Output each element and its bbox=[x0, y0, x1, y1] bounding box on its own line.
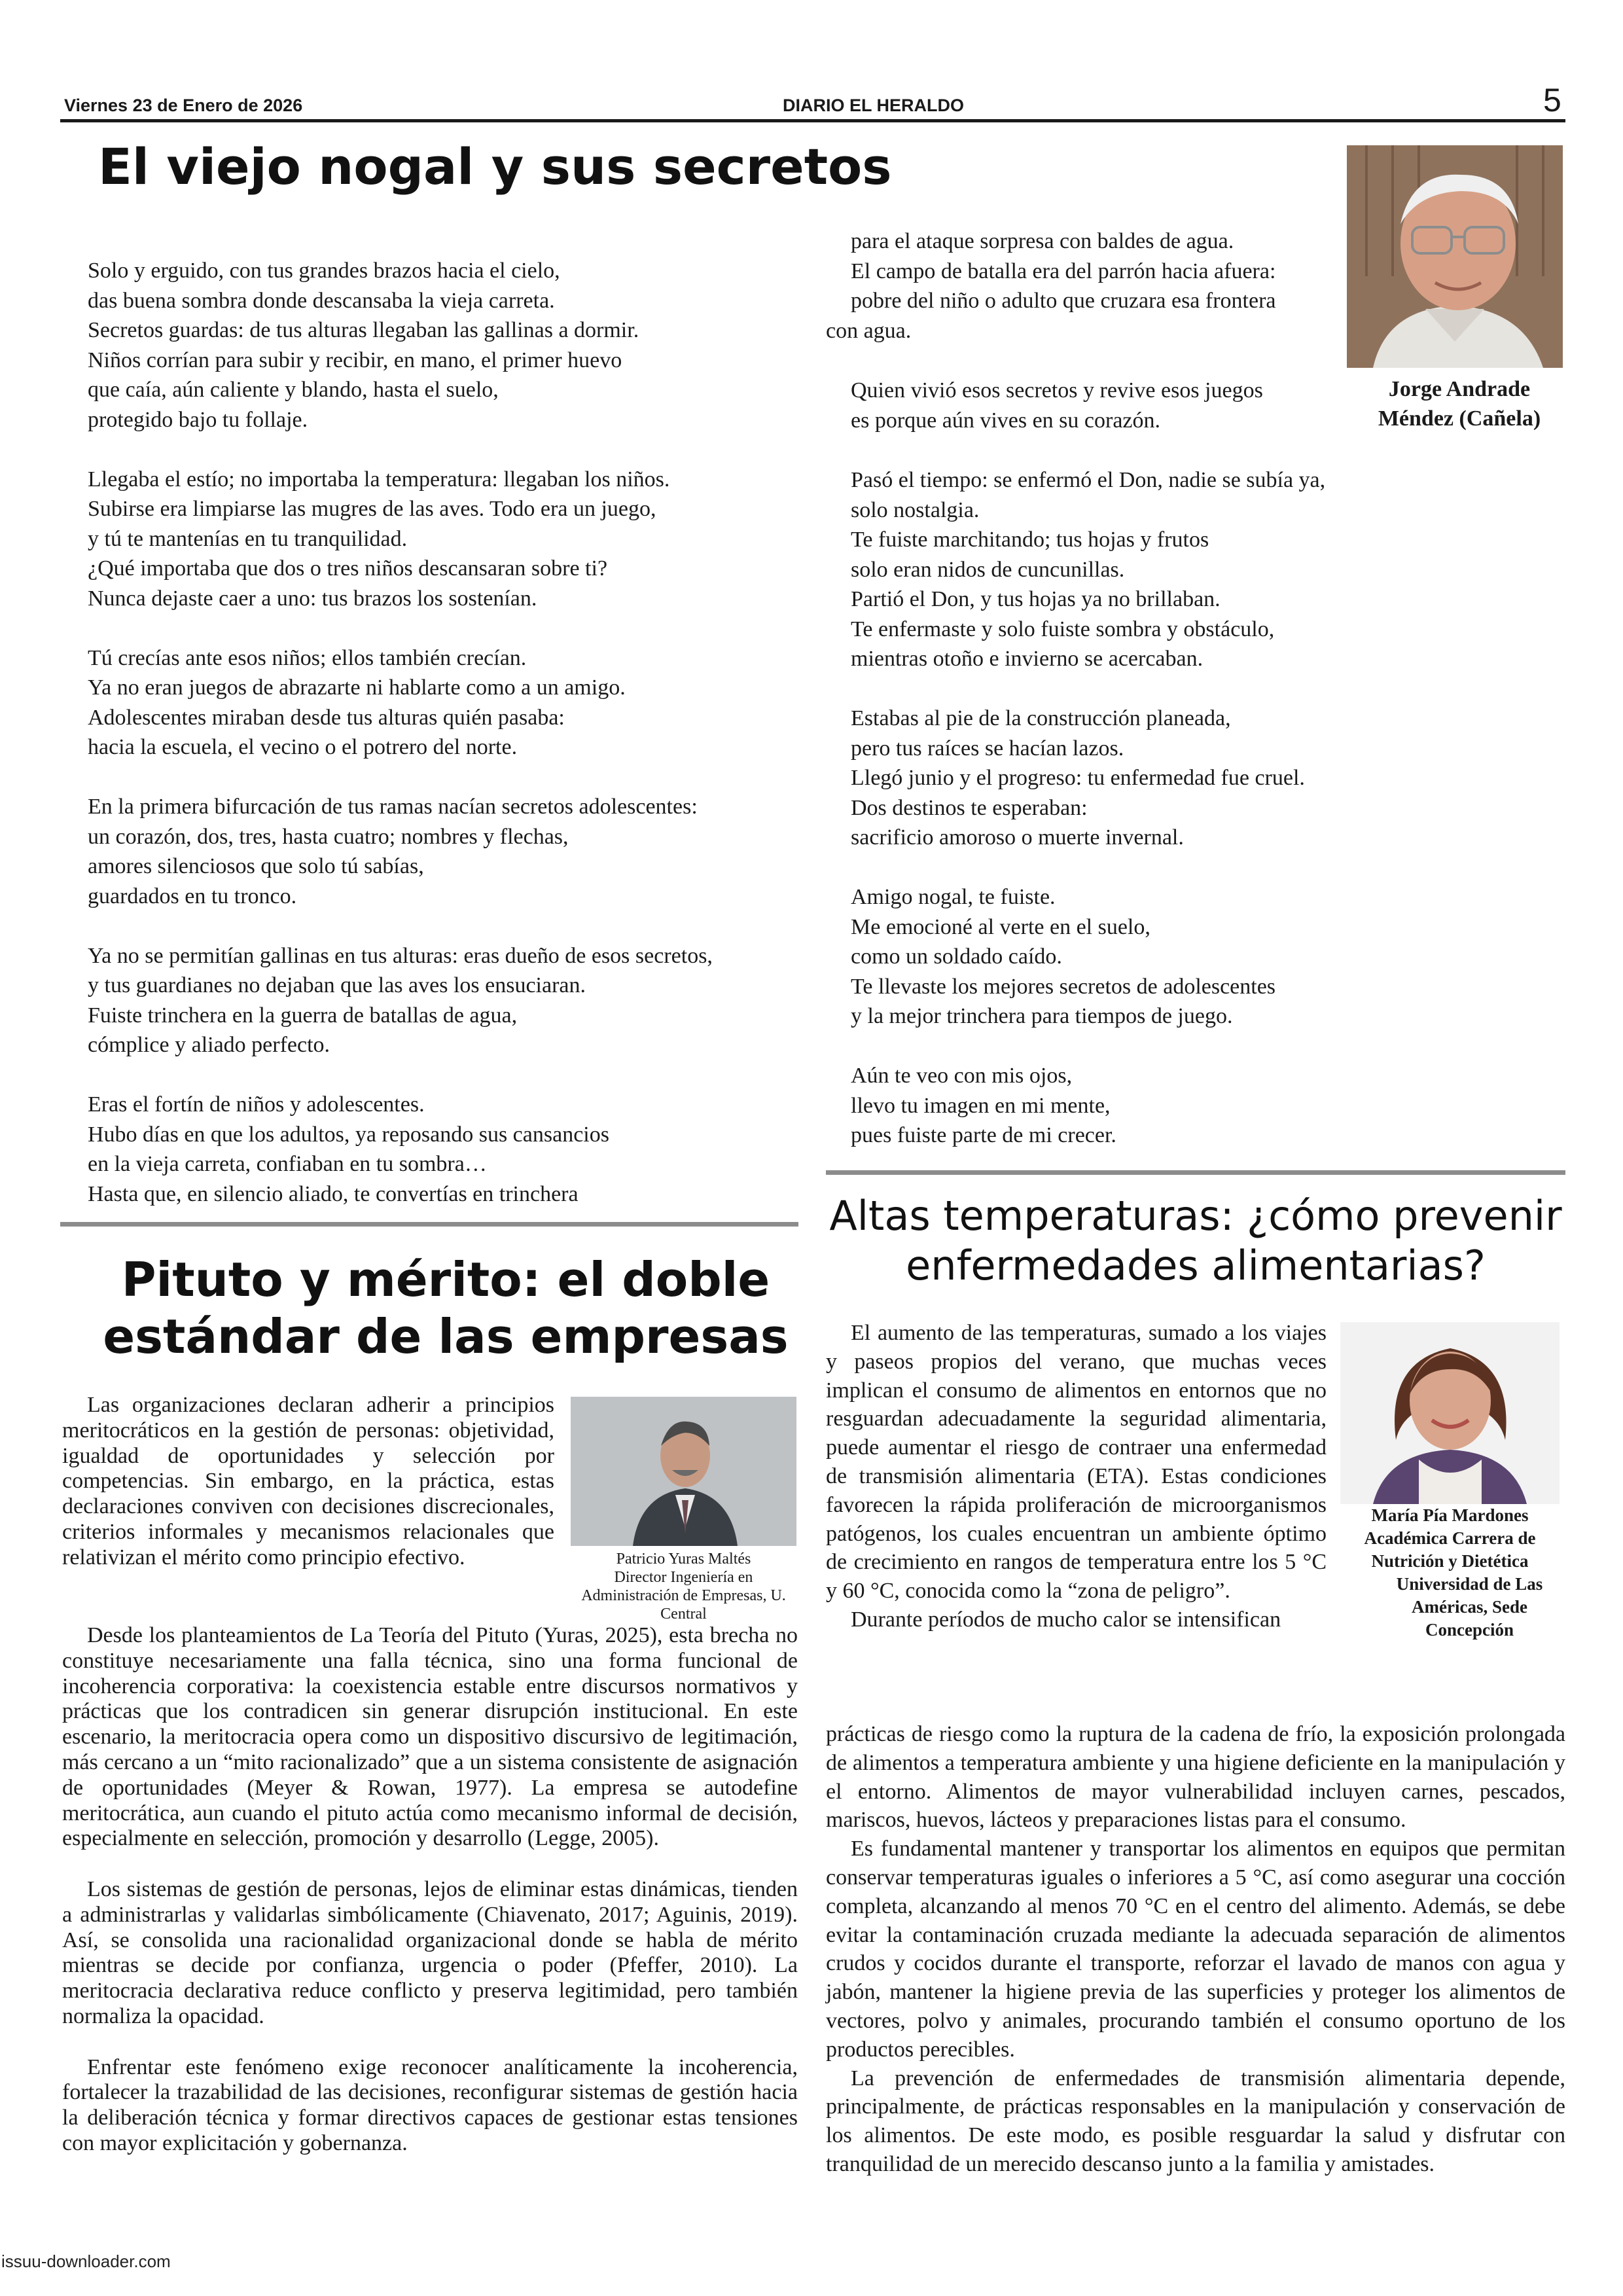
poem-line: Secretos guardas: de tus alturas llegaban las gallinas a dormir. bbox=[88, 318, 639, 342]
poem-line: amores silenciosos que solo tú sabías, bbox=[88, 854, 424, 878]
poem-line: Nunca dejaste caer a uno: tus brazos los sostenían. bbox=[88, 586, 537, 611]
newspaper-name: DIARIO EL HERALDO bbox=[783, 96, 965, 115]
poem-line: y la mejor trinchera para tiempos de juego. bbox=[851, 1004, 1233, 1028]
temp-caption-line: Américas, Sede bbox=[1412, 1597, 1527, 1617]
issue-date: Viernes 23 de Enero de 2026 bbox=[64, 96, 303, 115]
poem-author-line: Méndez (Cañela) bbox=[1378, 406, 1541, 431]
temp-paragraph: prácticas de riesgo como la ruptura de la cadena de frío, la exposición prolongada de alimentos a temperatura ambiente y una higiene deficiente en la manipulación y el entorno. Alimentos de mayor vulnerabilidad incluyen carnes, pescados, mariscos, huevos, lácteos y preparaciones listas para el consumo. bbox=[826, 1722, 1565, 1833]
poem-author-line: Jorge Andrade bbox=[1388, 377, 1531, 401]
pituto-paragraph: Enfrentar este fenómeno exige reconocer analíticamente la incoherencia, fortalecer la trazabilidad de las decisiones, reconfigurar sistemas de gestión hacia la deliberación técnica y formar directivos capaces de gestionar estas tensiones con mayor explicitación y gobernanza. bbox=[62, 2054, 798, 2155]
poem-line: un corazón, dos, tres, hasta cuatro; nombres y flechas, bbox=[88, 824, 569, 849]
pituto-title bbox=[60, 1251, 831, 1365]
poem-stanza bbox=[88, 941, 713, 1060]
poem-line: Dos destinos te esperaban: bbox=[851, 795, 1088, 820]
header-rule bbox=[60, 119, 1565, 122]
author-photo-image bbox=[571, 1397, 796, 1546]
pituto-caption bbox=[571, 1550, 796, 1623]
poem-stanza bbox=[88, 465, 713, 614]
poem-line: con agua. bbox=[826, 318, 912, 343]
poem-line: Adolescentes miraban desde tus alturas quién pasaba: bbox=[88, 705, 565, 730]
poem-line: sacrificio amoroso o muerte invernal. bbox=[851, 825, 1184, 850]
poem-line: hacia la escuela, el vecino o el potrero del norte. bbox=[88, 735, 518, 759]
poem-line: que caía, aún caliente y blando, hasta el suelo, bbox=[88, 378, 499, 402]
poem-line: Ya no eran juegos de abrazarte ni hablarte como a un amigo. bbox=[88, 675, 626, 700]
poem-line: para el ataque sorpresa con baldes de agua. bbox=[851, 229, 1234, 253]
temp-body bbox=[826, 1720, 1565, 2179]
poem-right-column bbox=[851, 465, 1325, 1151]
temp-caption-line: Universidad de Las bbox=[1396, 1574, 1543, 1594]
temp-title-line: enfermedades alimentarias? bbox=[906, 1242, 1486, 1289]
poem-stanza bbox=[851, 704, 1325, 853]
pituto-title-line: Pituto y mérito: el doble bbox=[121, 1252, 770, 1307]
poem-stanza bbox=[851, 882, 1325, 1031]
poem-line: es porque aún vives en su corazón. bbox=[851, 408, 1161, 433]
temp-intro bbox=[826, 1319, 1327, 1634]
pituto-caption-role: Director Ingeniería en Administración de Empresas, U. Central bbox=[581, 1569, 786, 1623]
temp-title-line: Altas temperaturas: ¿cómo prevenir bbox=[829, 1192, 1562, 1240]
temp-caption-line: Nutrición y Dietética bbox=[1371, 1551, 1529, 1571]
poem-stanza bbox=[851, 1061, 1325, 1151]
temp-title bbox=[826, 1191, 1565, 1291]
section-rule-left bbox=[60, 1222, 798, 1227]
poem-line: solo nostalgia. bbox=[851, 497, 980, 522]
poem-line: ¿Qué importaba que dos o tres niños descansaran sobre ti? bbox=[88, 556, 608, 581]
pituto-intro bbox=[62, 1393, 554, 1571]
poem-stanza bbox=[88, 1090, 713, 1209]
poem-line: Amigo nogal, te fuiste. bbox=[851, 885, 1056, 909]
poem-line: En la primera bifurcación de tus ramas nacían secretos adolescentes: bbox=[88, 795, 698, 819]
temp-caption-line: María Pía Mardones bbox=[1371, 1505, 1529, 1525]
poem-author bbox=[1355, 374, 1564, 433]
poem-line: y tú te mantenías en tu tranquilidad. bbox=[88, 526, 408, 551]
pituto-body bbox=[62, 1623, 798, 2157]
temp-paragraph: El aumento de las temperaturas, sumado a los viajes y paseos propios del verano, que muchas veces implican el consumo de alimentos en entornos que no resguardan adecuadamente la seguridad alimentaria, puede aumentar el riesgo de contraer una enfermedad de transmisión alimentaria (ETA). Estas condiciones favorecen la rápida proliferación de microorganismos patógenos, los cuales encuentran un ambiente óptimo de crecimiento en rangos de temperatura entre los 5 °C y 60 °C, conocida como la “zona de peligro”. bbox=[826, 1321, 1327, 1604]
author-photo-image bbox=[1340, 1322, 1560, 1504]
poem-stanza bbox=[88, 643, 713, 762]
poem-stanza bbox=[851, 465, 1325, 674]
poem-line: solo eran nidos de cuncunillas. bbox=[851, 557, 1125, 582]
poem-line: Aún te veo con mis ojos, bbox=[851, 1064, 1073, 1088]
pituto-paragraph: Las organizaciones declaran adherir a principios meritocráticos en la gestión de personas: objetividad, igualdad de oportunidades y selección por competencias. Sin embargo, en la práctica, estas declaraciones conviven con decisiones discrecionales, criterios informales y mecanismos relacionales que relativizan el mérito como principio efectivo. bbox=[62, 1393, 554, 1570]
poem-line: das buena sombra donde descansaba la vieja carreta. bbox=[88, 288, 555, 313]
poem-line: Te llevaste los mejores secretos de adolescentes bbox=[851, 974, 1276, 999]
temp-caption bbox=[1340, 1504, 1560, 1641]
poem-title: El viejo nogal y sus secretos bbox=[98, 137, 892, 196]
watermark: issuu-downloader.com bbox=[1, 2251, 171, 2271]
poem-line: Solo y erguido, con tus grandes brazos hacia el cielo, bbox=[88, 259, 560, 283]
pituto-paragraph: Los sistemas de gestión de personas, lejos de eliminar estas dinámicas, tienden a administrarlas y validarlas simbólicamente (Chiavenato, 2017; Aguinis, 2019). Así, se consolida una racionalidad organizacional donde se habla de mérito mientras se decide por confianza, urgencia o poder (Pfeffer, 2010). La meritocracia declarativa reduce conflicto y preserva legitimidad, pero también normaliza la opacidad. bbox=[62, 1876, 798, 2028]
poem-line: y tus guardianes no dejaban que las aves los ensuciaran. bbox=[88, 973, 586, 997]
pituto-paragraph: Desde los planteamientos de La Teoría del Pituto (Yuras, 2025), esta brecha no constituye necesariamente una falla técnica, sino una forma funcional de incoherencia corporativa: la coexistencia estable entre discursos normativos y prácticas que los contradicen sin generar disrupción institucional. En este escenario, la meritocracia opera como un dispositivo discursivo de legitimación, más cercano a un “mito racionalizado” que a un sistema consistente de asignación de oportunidades (Meyer & Rowan, 1977). La empresa se autodefine meritocrática, aun cuando el pituto actúa como mecanismo informal de decisión, especialmente en selección, promoción y desarrollo (Legge, 2005). bbox=[62, 1623, 798, 1851]
poem-line: Me emocioné al verte en el suelo, bbox=[851, 914, 1150, 939]
poem-line: guardados en tu tronco. bbox=[88, 884, 297, 908]
poem-line: Hasta que, en silencio aliado, te convertías en trinchera bbox=[88, 1181, 579, 1206]
poem-line: mientras otoño e invierno se acercaban. bbox=[851, 647, 1204, 671]
poem-line: cómplice y aliado perfecto. bbox=[88, 1033, 330, 1057]
poem-line: Ya no se permitían gallinas en tus alturas: eras dueño de esos secretos, bbox=[88, 943, 713, 968]
poem-line: en la vieja carreta, confiaban en tu sombra… bbox=[88, 1152, 487, 1176]
poem-line: pues fuiste parte de mi crecer. bbox=[851, 1123, 1116, 1147]
poem-line: Quien vivió esos secretos y revive esos juegos bbox=[851, 378, 1263, 403]
temp-caption-line: Académica Carrera de bbox=[1364, 1528, 1536, 1548]
poem-stanza bbox=[88, 256, 713, 435]
temp-paragraph: La prevención de enfermedades de transmisión alimentaria depende, principalmente, de prácticas responsables en la manipulación y conservación de los alimentos. De este modo, es posible resguardar la salud y disfrutar con tranquilidad de un merecido descanso junto a la familia y amistades. bbox=[826, 2066, 1565, 2176]
poem-line: Hubo días en que los adultos, ya reposando sus cansancios bbox=[88, 1122, 609, 1147]
poem-line: Eras el fortín de niños y adolescentes. bbox=[88, 1092, 425, 1117]
poem-line: Tú crecías ante esos niños; ellos también crecían. bbox=[88, 645, 527, 670]
author-photo-patricio bbox=[571, 1397, 796, 1546]
poem-line: Partió el Don, y tus hojas ya no brillaban. bbox=[851, 587, 1221, 611]
author-photo-maria bbox=[1340, 1322, 1560, 1504]
section-rule-right bbox=[826, 1170, 1565, 1175]
poem-line: protegido bajo tu follaje. bbox=[88, 407, 308, 432]
pituto-title-line: estándar de las empresas bbox=[103, 1309, 789, 1364]
poem-line: Pasó el tiempo: se enfermó el Don, nadie se subía ya, bbox=[851, 468, 1326, 492]
poem-left-column bbox=[88, 256, 713, 1209]
temp-caption-line: Concepción bbox=[1425, 1620, 1514, 1640]
poem-line: llevo tu imagen en mi mente, bbox=[851, 1093, 1111, 1118]
poem-line: pobre del niño o adulto que cruzara esa frontera bbox=[851, 289, 1276, 313]
poem-line: El campo de batalla era del parrón hacia afuera: bbox=[851, 259, 1276, 283]
poem-line: Fuiste trinchera en la guerra de batallas de agua, bbox=[88, 1003, 518, 1028]
poem-line: Subirse era limpiarse las mugres de las aves. Todo era un juego, bbox=[88, 497, 656, 521]
poem-line: Te fuiste marchitando; tus hojas y frutos bbox=[851, 528, 1209, 552]
temp-paragraph: Es fundamental mantener y transportar los alimentos en equipos que permitan conservar temperaturas iguales o inferiores a 5 °C, así como asegurar una cocción completa, alcanzando al menos 70 °C en el centro del alimento. Además, se debe evitar la contaminación cruzada mediante la adecuada separación de alimentos crudos y cocidos durante el transporte, reforzar el lavado de manos con agua y jabón, mantener la higiene previa de las superficies y proteger los alimentos de vectores, polvo y animales, procurando también el consumo oportuno de los productos perecibles. bbox=[826, 1837, 1565, 2062]
poem-line: Estabas al pie de la construcción planeada, bbox=[851, 706, 1231, 730]
poem-line: Niños corrían para subir y recibir, en mano, el primer huevo bbox=[88, 348, 622, 372]
poem-line: pero tus raíces se hacían lazos. bbox=[851, 736, 1124, 761]
poem-line: Llegaba el estío; no importaba la temperatura: llegaban los niños. bbox=[88, 467, 670, 492]
poem-line: como un soldado caído. bbox=[851, 944, 1062, 969]
temp-paragraph: Durante períodos de mucho calor se intensifican bbox=[851, 1607, 1281, 1632]
author-photo-jorge bbox=[1347, 145, 1563, 368]
poem-line: Te enfermaste y solo fuiste sombra y obstáculo, bbox=[851, 617, 1275, 641]
page-number: 5 bbox=[1543, 82, 1561, 118]
pituto-caption-name: Patricio Yuras Maltés bbox=[616, 1551, 751, 1568]
poem-right-top bbox=[826, 226, 1276, 346]
poem-right-second bbox=[851, 376, 1263, 435]
poem-line: Llegó junio y el progreso: tu enfermedad fue cruel. bbox=[851, 766, 1305, 790]
poem-stanza bbox=[88, 792, 713, 911]
author-photo-image bbox=[1347, 145, 1563, 368]
